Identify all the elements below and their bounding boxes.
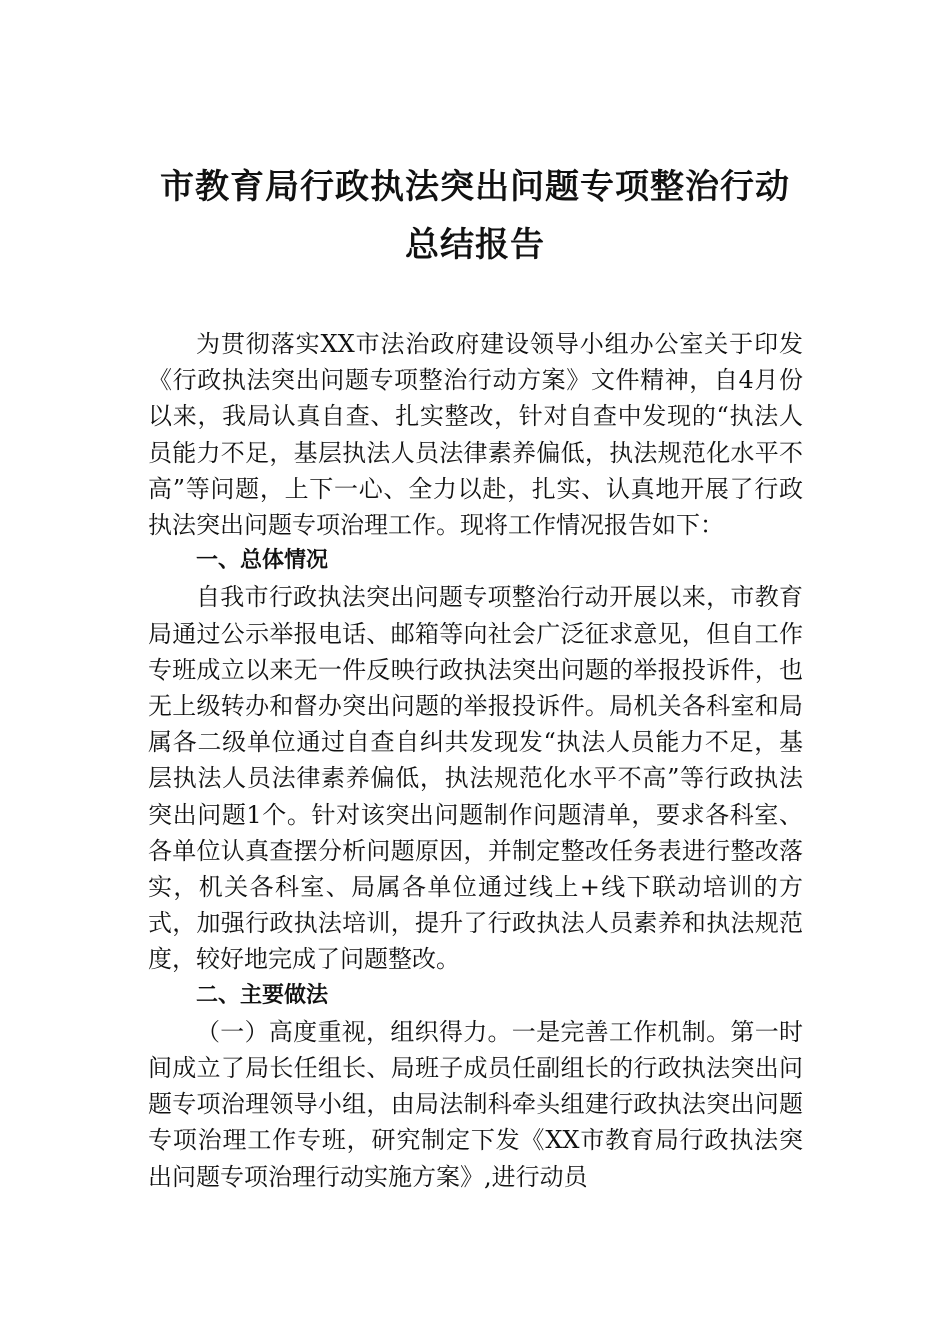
section-heading-overview: 一、总体情况 [196, 548, 329, 574]
intro-paragraph: 为贯彻落实XX市法治政府建设领导小组办公室关于印发《行政执法突出问题专项整治行动方案》文件精神，自4月份以来，我局认真自查、扎实整改，针对自查中发现的“执法人员能力不足，基层执法人员法律素养偏低，执法规范化水平不高”等问题，上下一心、全力以赴，扎实、认真地开展了行政执法突出问题专项治理工作。现将工作情况报告如下： [148, 330, 803, 540]
title-line-2: 总结报告 [405, 225, 545, 265]
main-measures-paragraph: （一）高度重视，组织得力。一是完善工作机制。第一时间成立了局长任组长、局班子成员任副组长的行政执法突出问题专项治理领导小组，由局法制科牵头组建行政执法突出问题专项治理工作专班，研究制定下发《XX市教育局行政执法突出问题专项治理行动实施方案》,进行动员 [148, 1017, 803, 1191]
title-line-1: 市教育局行政执法突出问题专项整治行动 [160, 167, 790, 207]
overview-paragraph: 自我市行政执法突出问题专项整治行动开展以来，市教育局通过公示举报电话、邮箱等向社会广泛征求意见，但自工作专班成立以来无一件反映行政执法突出问题的举报投诉件，也无上级转办和督办突出问题的举报投诉件。局机关各科室和局属各二级单位通过自查自纠共发现发“执法人员能力不足，基层执法人员法律素养偏低，执法规范化水平不高”等行政执法突出问题1个。针对该突出问题制作问题清单，要求各科室、各单位认真查摆分析问题原因，并制定整改任务表进行整改落实，机关各科室、局属各单位通过线上+线下联动培训的方式，加强行政执法培训，提升了行政执法人员素养和执法规范度，较好地完成了问题整改。 [148, 583, 803, 974]
document-body [148, 326, 803, 1195]
document-title [140, 158, 810, 274]
section-heading-main-measures: 二、主要做法 [196, 982, 329, 1008]
